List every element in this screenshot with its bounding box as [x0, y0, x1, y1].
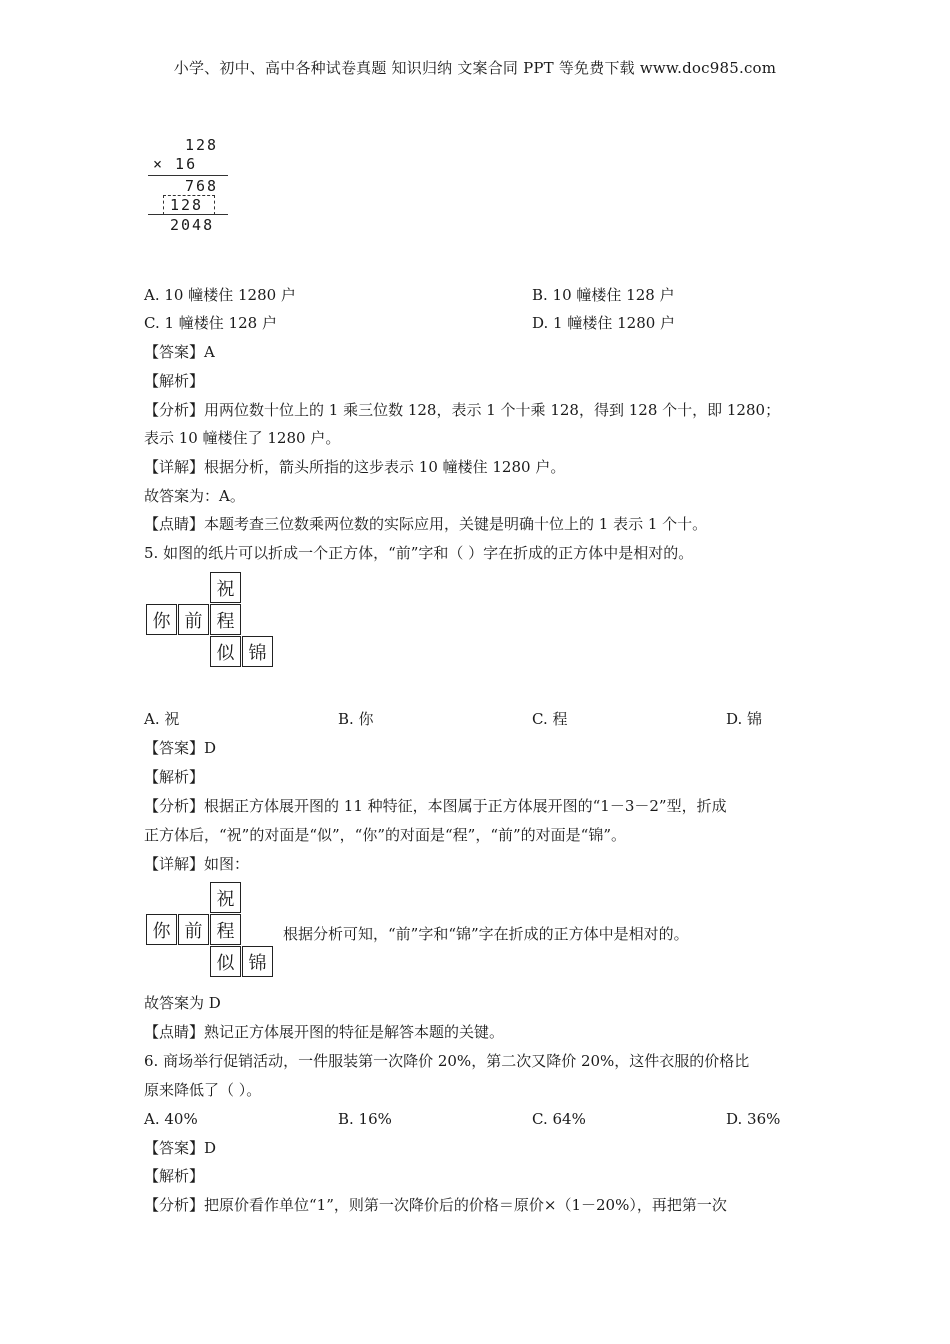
q6-option-d: D. 36% — [726, 1110, 781, 1128]
net-cell-zhu: 祝 — [210, 572, 241, 603]
q6-fenxi-line-1: 【分析】把原价看作单位“1”，则第一次降价后的价格＝原价×（1－20%），再把第一次 — [144, 1196, 727, 1214]
net-cell-qian: 前 — [178, 604, 209, 635]
q5-xiangjie: 【详解】如图： — [144, 855, 250, 873]
q6-option-a: A. 40% — [144, 1110, 198, 1128]
net2-cell-si: 似 — [210, 946, 241, 977]
net-cell-cheng: 程 — [210, 604, 241, 635]
q6-answer: 【答案】D — [144, 1139, 217, 1157]
q4-fenxi-line-2: 表示 10 幢楼住了 1280 户。 — [144, 429, 341, 447]
q5-net-conclusion: 根据分析可知，“前”字和“锦”字在折成的正方体中是相对的。 — [283, 925, 689, 943]
calc-row-1: 128 — [185, 136, 219, 154]
q6-stem-line-1: 6. 商场举行促销活动，一件服装第一次降价 20%，第二次又降价 20%，这件衣服的价格比 — [144, 1052, 750, 1070]
q4-final: 故答案为：A。 — [144, 487, 245, 505]
calc-line-1 — [148, 175, 228, 176]
q5-dianjing: 【点睛】熟记正方体展开图的特征是解答本题的关键。 — [144, 1023, 505, 1041]
q5-option-a: A. 祝 — [144, 710, 180, 728]
q4-answer: 【答案】A — [144, 343, 215, 361]
q5-stem: 5. 如图的纸片可以折成一个正方体，“前”字和（ ）字在折成的正方体中是相对的。 — [144, 544, 694, 562]
net-cell-jin: 锦 — [242, 636, 273, 667]
q4-xiangjie: 【详解】根据分析，箭头所指的这步表示 10 幢楼住 1280 户。 — [144, 458, 566, 476]
q4-jiexi: 【解析】 — [144, 372, 205, 390]
calc-row-2: × 16 — [153, 155, 198, 173]
q4-fenxi-line-1: 【分析】用两位数十位上的 1 乘三位数 128，表示 1 个十乘 128，得到 128 个十，即 1280； — [144, 401, 781, 419]
q6-jiexi: 【解析】 — [144, 1167, 205, 1185]
q4-option-c: C. 1 幢楼住 128 户 — [144, 314, 277, 332]
net2-cell-zhu: 祝 — [210, 882, 241, 913]
net2-cell-ni: 你 — [146, 914, 177, 945]
q6-option-c: C. 64% — [532, 1110, 586, 1128]
q5-option-c: C. 程 — [532, 710, 568, 728]
net2-cell-qian: 前 — [178, 914, 209, 945]
net2-cell-cheng: 程 — [210, 914, 241, 945]
q5-fenxi-line-2: 正方体后，“祝”的对面是“似”，“你”的对面是“程”，“前”的对面是“锦”。 — [144, 826, 627, 844]
q5-option-d: D. 锦 — [726, 710, 763, 728]
calc-row-4: 128 — [170, 196, 204, 214]
q4-dianjing: 【点睛】本题考查三位数乘两位数的实际应用，关键是明确十位上的 1 表示 1 个十。 — [144, 515, 708, 533]
q4-option-b: B. 10 幢楼住 128 户 — [532, 286, 675, 304]
page-header: 小学、初中、高中各种试卷真题 知识归纳 文案合同 PPT 等免费下载 www.doc985.com — [173, 59, 777, 77]
calc-row-5: 2048 — [170, 216, 215, 234]
net-cell-si: 似 — [210, 636, 241, 667]
q4-option-a: A. 10 幢楼住 1280 户 — [144, 286, 296, 304]
calc-row-3: 768 — [185, 177, 219, 195]
q5-jiexi: 【解析】 — [144, 768, 205, 786]
net2-cell-jin: 锦 — [242, 946, 273, 977]
net-cell-ni: 你 — [146, 604, 177, 635]
q6-option-b: B. 16% — [338, 1110, 392, 1128]
q5-fenxi-line-1: 【分析】根据正方体展开图的 11 种特征，本图属于正方体展开图的“1－3－2”型，折成 — [144, 797, 727, 815]
q5-option-b: B. 你 — [338, 710, 374, 728]
q4-option-d: D. 1 幢楼住 1280 户 — [532, 314, 676, 332]
q6-stem-line-2: 原来降低了（ ）。 — [144, 1081, 262, 1099]
q5-answer: 【答案】D — [144, 739, 217, 757]
q5-final: 故答案为 D — [144, 994, 221, 1012]
calc-line-2 — [148, 214, 228, 215]
